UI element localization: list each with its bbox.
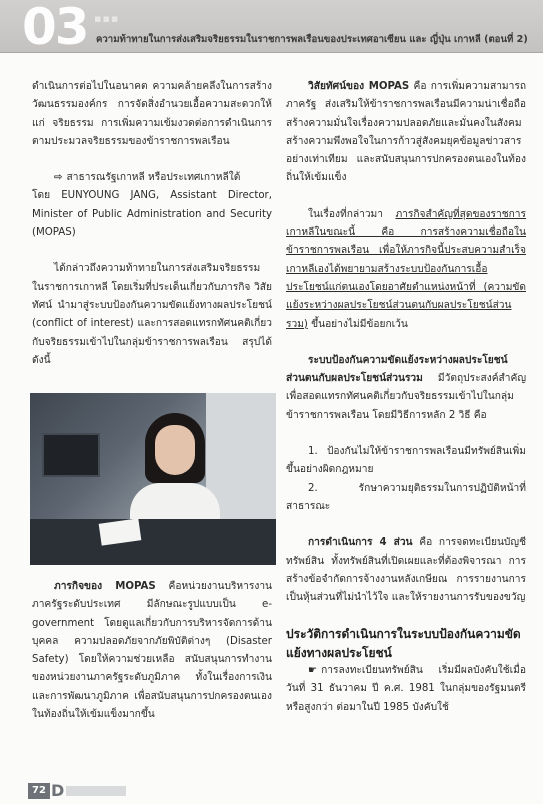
speaker-photo [30,393,276,565]
page-footer [0,781,543,804]
process-label: การดำเนินการ 4 ส่วน [308,537,413,549]
header-title: ความท้าทายในการส่งเสริมจริยธรรมในราชการพลเรือนของประเทศอาเซียน และ ญี่ปุ่น เกาหลี (ตอนที่ 2) [96,34,528,45]
mission-label: ภารกิจของ MOPAS [54,581,156,592]
page-number: 72 [28,783,50,799]
left-column-bottom [32,578,272,724]
section-number: 03 [22,0,88,56]
arrow-icon: ⇨ [54,172,63,184]
history-heading: ประวัติการดำเนินการในระบบป้องกันความขัดแย้งทางผลประโยชน์ [286,627,521,660]
system-heading: ระบบป้องกันความขัดแย้งระหว่างผลประโยชน์ส่วนตนกับผลประโยชน์ส่วนรวม [286,354,508,385]
speaker-country: สาธารณรัฐเกาหลี หรือประเทศเกาหลีใต้ [66,172,241,184]
vision-paragraph [286,78,526,188]
speaker-intro [32,169,272,187]
mission-paragraph [32,578,272,724]
list-item: 1. ป้องกันไม่ให้ข้าราชการพลเรือนมีทรัพย์สินเพิ่มขึ้นอย่างผิดกฎหมาย [286,446,526,476]
right-column [286,78,526,717]
key-mission-tail: ขึ้นอย่างไม่มีข้อยกเว้น [311,318,408,330]
process-text: คือ การจดทะเบียนบัญชีทรัพย์สิน ทั้งทรัพย์สินที่เปิดเผยและที่ต้องพิจารณา การสร้างข้อจำกัดการจ้างงานหลังเกษียณ การรายงานการเป็นหุ้นส่วนที่ไม่นำไว้ใจ และให้รายงานการรับของขวัญ [286,537,526,604]
monitor-shape [42,433,100,477]
footer-bar [66,786,126,796]
history-text: การลงทะเบียนทรัพย์สิน เริ่มมีผลบังคับใช้เมื่อวันที่ 31 ธันวาคม ปี ค.ศ. 1981 ในกลุ่มของรัฐมนตรีหรือสูงกว่า ต่อมาในปี 1985 บังคับใช้ [286,665,526,713]
system-text: มีวัตถุประสงค์สำคัญ เพื่อสอดแทรกทัศนคติเกี่ยวกับจริยธรรมเข้าไปในกลุ่มข้าราชการพลเรือน โดยมีวิธีการหลัก 2 วิธี คือ [286,373,526,421]
header-decoration: ▪▪▪ [94,12,120,25]
vision-label: วิสัยทัศน์ของ MOPAS [308,81,410,92]
mission-text: คือหน่วยงานบริหารงานภาครัฐระดับประเทศ มีลักษณะรูปแบบเป็น e-government โดยดูแลเกี่ยวกับการบริหารจัดการด้านบุคคล ความปลอดภัยจากภัยพิบัติต่างๆ (Disaster Safety) โดยให้ความช่วยเหลือ สนับสนุนการทำงานของหน่วยงานภาครัฐระดับภูมิภาค ทั้งในเรื่องการเงินและการพัฒนาภูมิภาค เพื่อสนับสนุนการปกครองตนเองในท้องถิ่นให้เข้มแข็งมากขึ้น [32,581,272,721]
system-paragraph [286,352,526,425]
list-item: 2. รักษาความยุติธรรมในการปฏิบัติหน้าที่สาธารณะ [286,482,526,512]
key-mission-underlined: ภารกิจสำคัญที่สุดของราชการเกาหลีในขณะนี้ คือ การสร้างความเชื่อถือในข้าราชการพลเรือน เพื่อให้ภารกิจนี้ประสบความสำเร็จ เกาหลีเองได้พยายามสร้างระบบป้องกันการเอื้อประโยชน์แก่ตนเองโดยอาศัยตำแหน่งหน้าที่ (ความขัดแย้งระหว่างผลประโยชน์ส่วนตนกับผลประโยชน์ส่วนรวม) [286,208,526,330]
speaker-name: โดย EUNYOUNG JANG, Assistant Director, Minister of Public Administration and Security (MOPAS) [32,190,272,239]
intro-paragraph: ดำเนินการต่อไปในอนาคต ความคล้ายคลึงในการสร้างวัฒนธรรมองค์กร การจัดสิ่งอำนวยเอื้อความสะดวกให้แก่ จริยธรรม การเพิ่มความเข้มงวดต่อการดำเนินการตามประมวลจริยธรรมของข้าราชการพลเรือน [32,81,272,147]
pointing-hand-icon: ☛ [308,665,318,677]
vision-text: คือ การเพิ่มความสามารถภาครัฐ ส่งเสริมให้ข้าราชการพลเรือนมีความน่าเชื่อถือ สร้างความมั่นใจเรื่องความปลอดภัยและมั่นคงในสังคม สร้างความพึงพอใจในการก้าวสู่สังคมยุคข้อมูลข่าวสารอย่างเท่าเทียม และสนับสนุนการปกครองตนเองในท้องถิ่นให้เข้มแข็ง [286,81,526,184]
page-header [0,0,543,56]
left-column-top [32,78,272,370]
key-mission-paragraph [286,206,526,334]
page-letter: D [51,781,65,800]
history-paragraph [286,662,526,717]
process-paragraph [286,534,526,607]
challenge-paragraph: ได้กล่าวถึงความท้าทายในการส่งเสริมจริยธรรมในราชการเกาหลี โดยเริ่มที่ประเด็นเกี่ยวกับภารกิจ วิสัยทัศน์ นำมาสู่ระบบป้องกันความขัดแย้งทางผลประโยชน์ (conflict of interest) และการสอดแทรกทัศนคติเกี่ยวกับจริยธรรมเข้าไปในกลุ่มข้าราชการพลเรือน สรุปได้ดังนี้ [32,263,272,366]
key-mission-intro: ในเรื่องที่กล่าวมา [308,208,383,220]
